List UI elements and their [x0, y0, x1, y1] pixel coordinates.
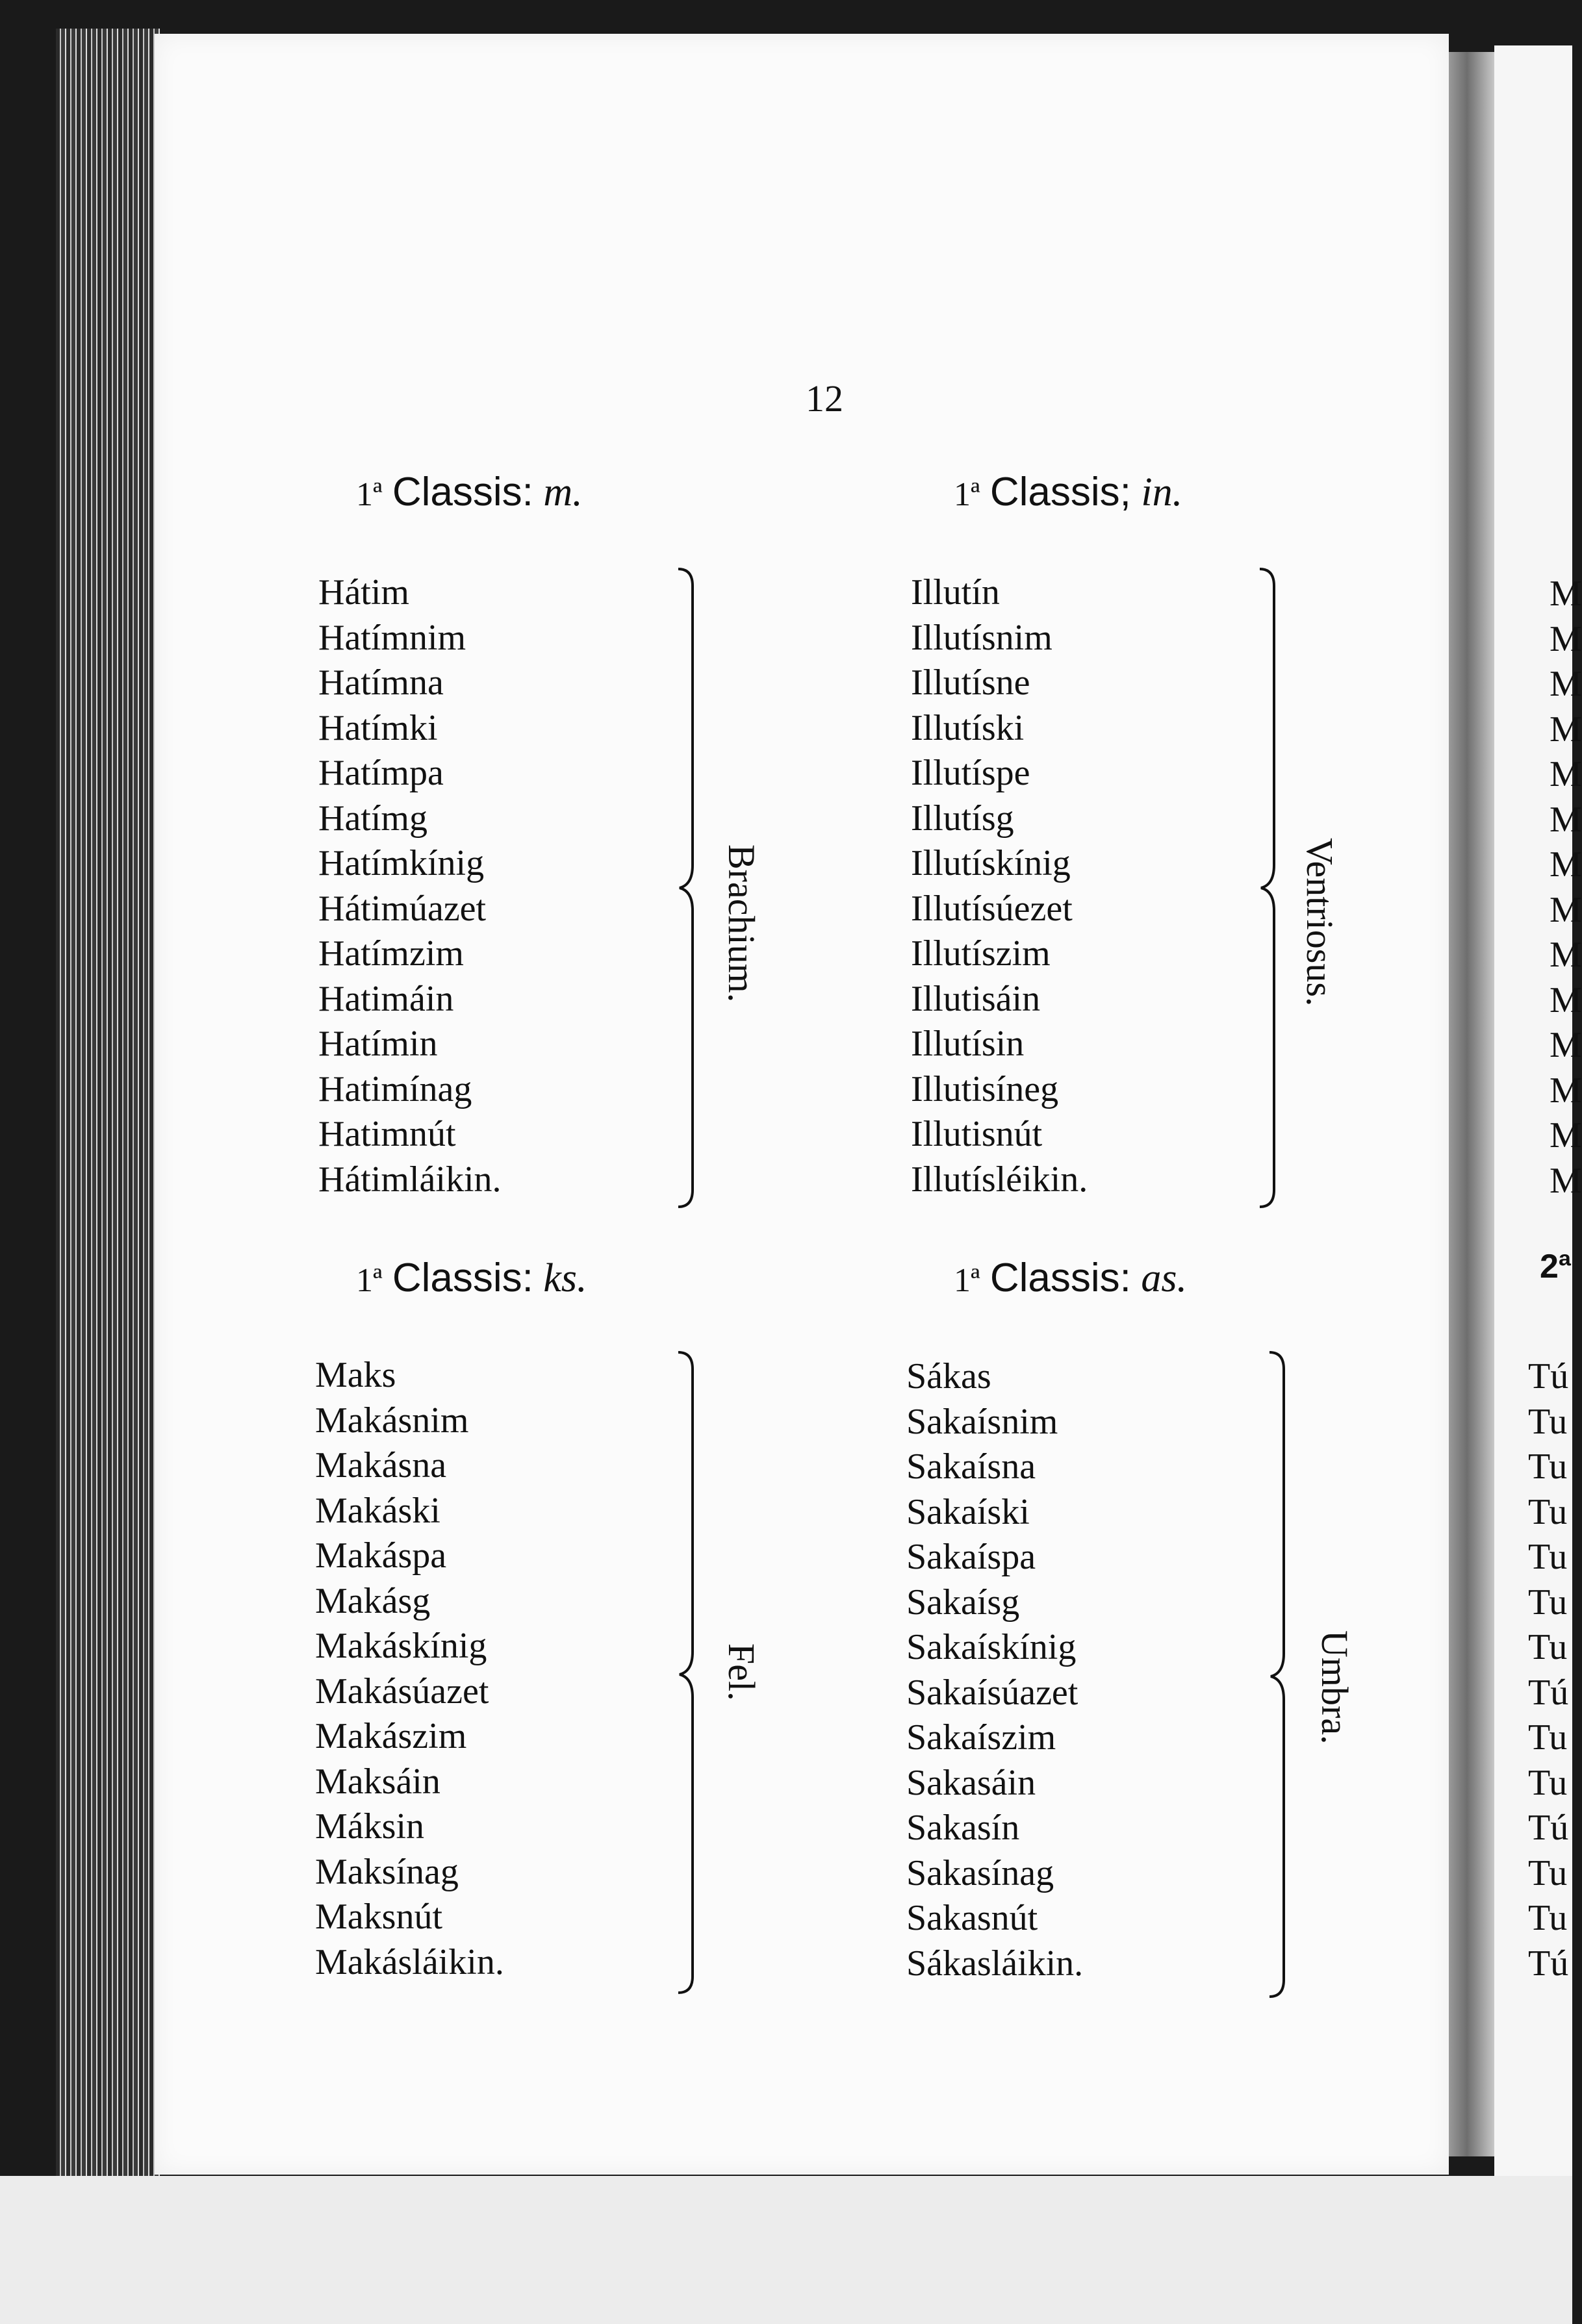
word-item: Sakaísúazet	[906, 1672, 1078, 1713]
edge-letter: M	[1550, 1115, 1582, 1156]
word-item: Makászim	[315, 1716, 467, 1756]
word-item: Hatímna	[318, 663, 444, 703]
word-item: Sakasnút	[906, 1898, 1038, 1938]
word-item: Illutísin	[911, 1024, 1025, 1064]
edge-letter: M	[1550, 618, 1582, 659]
edge-letter: Tú	[1528, 1808, 1569, 1848]
heading-label: Classis;	[989, 470, 1131, 514]
word-item: Hátimláikin.	[318, 1159, 502, 1200]
edge-letter: Tu	[1528, 1762, 1568, 1803]
word-item: Makásláikin.	[315, 1941, 504, 1982]
word-item: Illutíszim	[911, 933, 1051, 974]
word-list-in	[911, 570, 1088, 1202]
edge-letter: M	[1550, 799, 1582, 840]
section-heading-ks	[356, 1255, 587, 1302]
word-item: Illutisnút	[911, 1114, 1043, 1154]
word-item: Hatimínag	[318, 1068, 472, 1109]
gloss-label: Fel.	[721, 1643, 763, 1701]
next-page-letters-lower	[1528, 1354, 1568, 1986]
word-item: Makásnim	[315, 1400, 469, 1441]
word-item: Sakaísna	[906, 1446, 1036, 1487]
heading-label: Classis:	[392, 470, 533, 514]
word-item: Illutíspe	[911, 753, 1030, 793]
word-item: Sakaíski	[906, 1491, 1030, 1532]
heading-ordinal: 1ª	[356, 476, 383, 513]
edge-letter: Tu	[1528, 1491, 1568, 1532]
word-item: Hatímki	[318, 707, 438, 748]
word-item: Maksáin	[315, 1761, 440, 1802]
edge-letter: Tu	[1528, 1852, 1568, 1893]
word-list-m	[318, 570, 502, 1202]
edge-letter: Tu	[1528, 1446, 1568, 1487]
word-item: Makáspa	[315, 1535, 447, 1576]
edge-letter: Tú	[1528, 1943, 1569, 1984]
edge-letter: M	[1550, 664, 1582, 704]
edge-letter: M	[1550, 935, 1582, 975]
word-item: Hatimáin	[318, 978, 454, 1019]
word-item: Illutísg	[911, 798, 1014, 839]
word-item: Illutisáin	[911, 978, 1041, 1019]
heading-ordinal: 1ª	[954, 476, 980, 513]
word-item: Illutísúezet	[911, 888, 1073, 929]
next-page-letters-upper	[1550, 572, 1582, 1204]
edge-letter: M	[1550, 574, 1582, 614]
word-item: Hatímg	[318, 798, 427, 839]
heading-suffix: m.	[543, 470, 583, 514]
word-item: Illutísléikin.	[911, 1159, 1088, 1200]
word-item: Illutíski	[911, 707, 1025, 748]
heading-label: Classis:	[392, 1256, 533, 1300]
curly-brace	[1267, 1350, 1293, 1999]
heading-suffix: as.	[1141, 1256, 1188, 1300]
word-item: Hátimúazet	[318, 888, 487, 929]
word-item: Sakaíszim	[906, 1717, 1056, 1758]
word-item: Illutísne	[911, 663, 1030, 703]
edge-letter: Tu	[1528, 1627, 1568, 1667]
word-list-ks	[315, 1353, 504, 1985]
gloss-label: Umbra.	[1314, 1630, 1356, 1745]
word-item: Makásna	[315, 1445, 447, 1485]
word-list-as	[906, 1354, 1083, 1986]
edge-letter: Tú	[1528, 1356, 1569, 1396]
word-item: Maks	[315, 1355, 396, 1395]
curly-brace	[676, 566, 702, 1209]
word-item: Makásúazet	[315, 1671, 489, 1711]
word-item: Illutín	[911, 572, 1000, 613]
heading-suffix: ks.	[543, 1256, 587, 1300]
word-item: Sákas	[906, 1356, 991, 1396]
page-edges	[56, 29, 160, 2179]
word-item: Hatímpa	[318, 753, 444, 793]
heading-suffix: in.	[1141, 470, 1183, 514]
edge-letter: M	[1550, 754, 1582, 794]
heading-ordinal: 1ª	[954, 1262, 980, 1299]
section-heading-as	[954, 1255, 1187, 1302]
word-item: Illutisíneg	[911, 1068, 1059, 1109]
edge-letter: M	[1550, 1070, 1582, 1111]
word-item: Hátim	[318, 572, 409, 613]
word-item: Máksin	[315, 1806, 424, 1847]
word-item: Hatímzim	[318, 933, 464, 974]
edge-letter: M	[1550, 979, 1582, 1020]
word-item: Maksínag	[315, 1851, 459, 1892]
word-item: Sakaískínig	[906, 1627, 1077, 1667]
heading-label: Classis:	[989, 1256, 1131, 1300]
word-item: Hatímnim	[318, 617, 466, 658]
word-item: Makásg	[315, 1580, 431, 1621]
word-item: Sakasáin	[906, 1762, 1036, 1803]
section-heading-m	[356, 469, 583, 516]
gutter-shadow	[1449, 52, 1494, 2156]
word-item: Maksnút	[315, 1897, 442, 1937]
curly-brace	[676, 1350, 702, 1996]
edge-letter: Tu	[1528, 1401, 1568, 1442]
edge-letter: M	[1550, 844, 1582, 885]
edge-letter: M	[1550, 1025, 1582, 1065]
word-item: Sákasláikin.	[906, 1943, 1084, 1984]
edge-letter: M	[1550, 1160, 1582, 1201]
word-item: Sakaísnim	[906, 1401, 1058, 1442]
heading-ordinal: 1ª	[356, 1262, 383, 1299]
gloss-label: Brachium.	[721, 844, 763, 1003]
word-item: Hatímkínig	[318, 843, 485, 883]
word-item: Illutískínig	[911, 843, 1071, 883]
word-item: Makáski	[315, 1490, 440, 1531]
next-page-marker: 2ª	[1540, 1248, 1572, 1285]
scan-bottom-margin	[0, 2176, 1572, 2324]
edge-letter: M	[1550, 889, 1582, 930]
gloss-label: Ventriosus.	[1299, 838, 1341, 1007]
page-number: 12	[806, 377, 843, 420]
curly-brace	[1257, 566, 1283, 1209]
edge-letter: Tu	[1528, 1898, 1568, 1938]
word-item: Makáskínig	[315, 1626, 487, 1666]
word-item: Sakasínag	[906, 1852, 1054, 1893]
word-item: Sakasín	[906, 1808, 1020, 1848]
edge-letter: Tu	[1528, 1537, 1568, 1577]
edge-letter: Tu	[1528, 1582, 1568, 1623]
edge-letter: Tu	[1528, 1717, 1568, 1758]
edge-letter: M	[1550, 709, 1582, 750]
word-item: Sakaíspa	[906, 1537, 1036, 1577]
word-item: Sakaísg	[906, 1582, 1020, 1623]
word-item: Hatímin	[318, 1024, 438, 1064]
word-item: Hatimnút	[318, 1114, 456, 1154]
section-heading-in	[954, 469, 1182, 516]
word-item: Illutísnim	[911, 617, 1053, 658]
edge-letter: Tú	[1528, 1672, 1569, 1713]
